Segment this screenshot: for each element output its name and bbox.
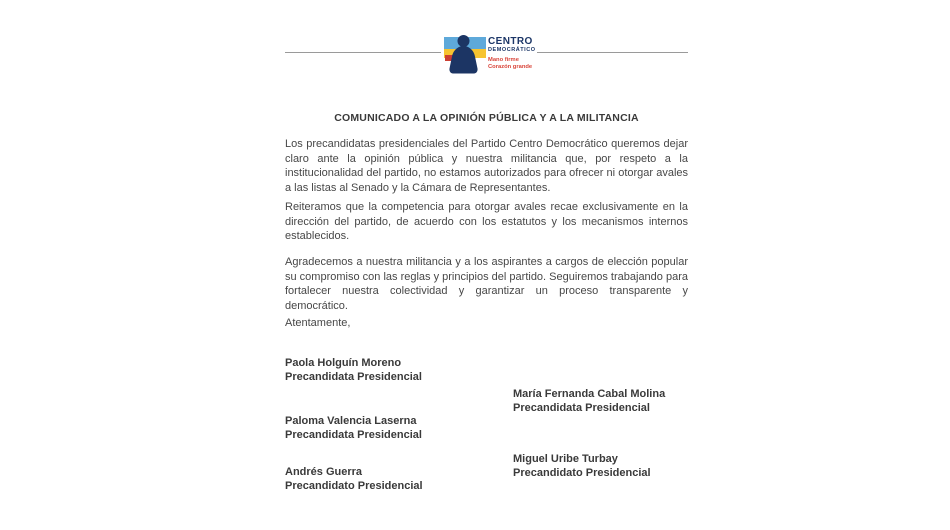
document-content [285, 0, 688, 530]
signatory-role: Precandidata Presidencial [513, 402, 650, 414]
signatory-role: Precandidata Presidencial [285, 429, 422, 441]
signatory-name: María Fernanda Cabal Molina [513, 388, 666, 400]
header-divider-left [285, 52, 441, 53]
signatory-role: Precandidato Presidencial [513, 467, 651, 479]
signatory-name: Miguel Uribe Turbay [513, 453, 618, 465]
party-name-line2: DEMOCRÁTICO [488, 47, 536, 53]
paragraph-2: Reiteramos que la competencia para otorgar avales recae exclusivamente en la dirección del partido, de acuerdo con los estatutos y los mecanismos internos establecidos. [285, 201, 688, 242]
signature-block [513, 387, 665, 415]
party-name-line1: CENTRO [488, 36, 533, 47]
header-divider-right [537, 52, 688, 53]
signatory-name: Paloma Valencia Laserna [285, 415, 417, 427]
signatory-name: Andrés Guerra [285, 466, 363, 478]
signatory-role: Precandidato Presidencial [285, 480, 423, 492]
signature-block [285, 414, 422, 442]
signatory-name: Paola Holguín Moreno [285, 357, 402, 369]
paragraph-1: Los precandidatas presidenciales del Partido Centro Democrático queremos dejar claro ante la opinión pública y nuestra militancia que, por respeto a la institucionalidad del partido, no estamos autorizados para ofrecer ni otorgar avales a las listas al Senado y la Cámara de Representantes. [285, 138, 688, 194]
signature-block [513, 452, 651, 480]
closing-salutation: Atentamente, [285, 317, 351, 329]
party-emblem-icon [444, 35, 486, 74]
paragraph-3: Agradecemos a nuestra militancia y a los aspirantes a cargos de elección popular su compromiso con las reglas y principios del partido. Seguiremos trabajando para fortalecer nuestra colectividad y garantizar un proceso transparente y democrático. [285, 256, 688, 312]
signatory-role: Precandidata Presidencial [285, 371, 422, 383]
signature-block [285, 465, 423, 493]
party-tagline-line1: Mano firme [488, 56, 519, 63]
party-logo-text [488, 36, 543, 71]
document-title: COMUNICADO A LA OPINIÓN PÚBLICA Y A LA MILITANCIA [334, 112, 639, 124]
signature-block [285, 356, 422, 384]
party-tagline-line2: Corazón grande [488, 63, 533, 70]
